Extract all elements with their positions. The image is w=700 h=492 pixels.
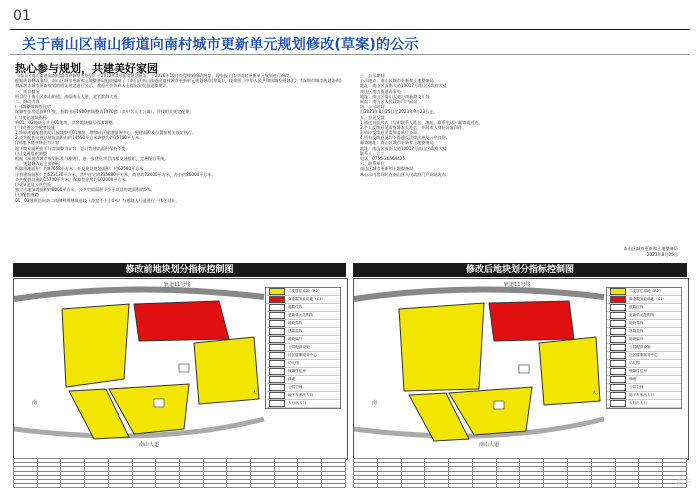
legend-label: 社区健康服务中心 (288, 353, 317, 357)
text-line: (二)优化地块指标 (15, 114, 47, 120)
legend-label: 二类居住用地（R2） (288, 289, 322, 293)
text-line: 五、意见反馈 (360, 114, 385, 120)
parcel-02 (539, 337, 600, 405)
legend-item (266, 376, 340, 384)
legend-label: 道路红线 (629, 305, 644, 309)
text-line: 公示地点：南山区城市更新和土地整备局 (360, 78, 434, 84)
legend-swatch (610, 360, 626, 367)
parcel-01 (62, 304, 129, 387)
notice-title: 关于南山区南山街道向南村城市更新单元规划修改(草案)的公示 (22, 37, 419, 53)
legend-swatch (610, 352, 626, 359)
legend-item (607, 400, 681, 408)
legend-label: 地块界线 (629, 321, 644, 325)
text-line: 1.将原规划配套的幼儿园调整至01地块，增加社区健康服务中心，配建面积及位置按相关规定执行。 (15, 130, 197, 136)
table-cell (156, 484, 180, 488)
text-line: (七)配套道路 (15, 192, 39, 198)
before-map (13, 278, 348, 460)
after-indicator-table (353, 458, 687, 486)
table-cell (14, 484, 38, 488)
table-cell (274, 484, 298, 488)
legend-label: 二类居住用地（R2） (629, 289, 663, 293)
text-line: 二、修改内容 (15, 98, 40, 104)
legend-label: 建筑退线 (288, 329, 303, 333)
legend-label: 绿地 (629, 377, 637, 381)
text-line: 3.单位反馈意见需加盖单位公章。 (360, 130, 422, 136)
signature-org: 南山区城市更新和土地整备局 (623, 246, 678, 251)
legend-swatch (269, 368, 285, 375)
table-cell (544, 484, 568, 488)
legend-label: 社区健康服务中心 (629, 353, 658, 357)
legend-label: 商业服务业用地（C1） (629, 297, 667, 301)
table-cell (298, 484, 322, 488)
text-line: 拆除用地面积：约97658平方米；开发建设用地面积：约62580平方米。 (15, 166, 148, 172)
before-table-grid (13, 458, 346, 488)
table-cell (591, 484, 615, 488)
legend-item (607, 288, 681, 296)
legend-swatch (610, 368, 626, 375)
facility-marker (154, 399, 164, 407)
text-line: 三、规划修改后主要指标 (15, 161, 61, 167)
legend-swatch (269, 360, 285, 367)
text-line: 项目位于南山区南山街道，南临南山大道，北至滨海大道。 (15, 93, 122, 99)
after-map-legend (606, 287, 682, 409)
after-table-grid (353, 458, 687, 488)
legend-label: 地块界线 (288, 321, 303, 325)
signature-date: 2023年8月25日 (646, 252, 678, 257)
text-line: 自2023年8月25日至2023年9月23日止。 (360, 109, 438, 115)
legend-swatch (269, 328, 285, 335)
before-map-legend (265, 287, 341, 409)
text-line: 地址：南山区深南大道10017号南山区政府大楼 (360, 83, 447, 89)
legend-swatch (269, 344, 285, 351)
legend-swatch (610, 376, 626, 383)
legend-item (607, 304, 681, 312)
legend-swatch (269, 392, 285, 399)
table-cell (449, 484, 473, 488)
south-road-label: 南山大道 (139, 442, 160, 448)
south-road-label: 南山大道 (479, 442, 500, 448)
rail-line (14, 289, 264, 299)
text-line: 4.所有反馈意见均不得违反法律法规及公序良俗。 (360, 135, 450, 141)
before-indicator-table (13, 458, 346, 486)
table-cell (132, 484, 156, 488)
text-line: 邮寄地址：南山区城市更新和土地整备局 (360, 140, 434, 146)
text-line: 独立占地绿地面积约8000平方米，公共空间面积不少于项目用地面积的5%。 (15, 187, 155, 193)
legend-item (607, 312, 681, 320)
facility-marker (519, 365, 529, 373)
legend-item (607, 344, 681, 352)
parcel-commercial (134, 301, 229, 341)
legend-swatch (269, 312, 285, 319)
text-line: 《南山区南山街道向南村城市更新单元规划》于2012年4月获得规划批复，于2016年10月获得规划修改批复，现申报主体申请对更新单元规划进行修改。 (15, 73, 294, 78)
rail-label: 轨道11号线 (504, 282, 531, 288)
page-number: 01 (13, 8, 31, 24)
legend-swatch (269, 384, 285, 391)
legend-label: 保障性住房 (629, 369, 647, 373)
legend-item (607, 376, 681, 384)
text-line: 地址：南山区深南大道10017号南山区政府大楼 (360, 145, 447, 151)
text-line: 和深圳市城市更新规划的相关规定进行公示，欢迎社会各界人士提出宝贵意见和建议。 (15, 83, 171, 89)
after-map (353, 278, 689, 460)
text-line: (一)调整保障性住房 (15, 104, 51, 110)
legend-item (266, 384, 340, 392)
facility-marker (494, 401, 504, 409)
table-cell (251, 484, 275, 488)
table-cell (85, 484, 109, 488)
legend-swatch (269, 352, 285, 359)
legend-swatch (610, 336, 626, 343)
table-cell (520, 484, 544, 488)
legend-swatch (610, 320, 626, 327)
legend-swatch (610, 328, 626, 335)
table-cell (425, 484, 449, 488)
text-line: 根据规划修改事项，南山区城市更新和土地整备局组织编制了《南山区南山街道向南村城市更新单元规划修改(草案)》，现按照《中华人民共和国城乡规划法》、《深圳市城市规划条例》 (15, 78, 344, 84)
text-line: 南山区城市更新和土地整备局 (360, 166, 414, 172)
text-line: 地址：南山区南山大道与南新路交汇处 (360, 93, 430, 99)
text-line: (三)完善公共配套设施 (15, 124, 56, 130)
legend-item (607, 384, 681, 392)
text-line: 将01、02地块合并为01地块，其余地块编号依次调整。 (15, 119, 117, 125)
facility-marker (179, 364, 189, 372)
legend-item (266, 400, 340, 408)
legend-label: 公共配套设施 (288, 345, 310, 349)
legend-item (266, 336, 340, 344)
rail-label: 轨道11号线 (164, 282, 191, 288)
legend-item (607, 320, 681, 328)
table-cell (322, 484, 346, 488)
table-cell (472, 484, 496, 488)
table-cell (37, 484, 61, 488)
legend-item (266, 344, 340, 352)
legend-item (607, 336, 681, 344)
text-line: 2.个人反馈意见需签署本人姓名，并附本人身份证复印件。 (360, 124, 467, 130)
left-text-column (15, 73, 345, 243)
legend-label: 人行出入口 (288, 401, 306, 405)
legend-item (266, 360, 340, 368)
legend-item (607, 328, 681, 336)
parcel-01 (399, 303, 484, 391)
table-cell (615, 484, 639, 488)
legend-item (266, 368, 340, 376)
legend-swatch (610, 344, 626, 351)
legend-swatch (269, 296, 285, 303)
legend-label: 更新单元范围线 (288, 313, 314, 317)
table-cell (179, 484, 203, 488)
legend-item (266, 328, 340, 336)
legend-label: 建筑退线 (629, 329, 644, 333)
legend-label: 道路红线 (288, 305, 303, 309)
table-row (354, 484, 687, 488)
table-cell (203, 484, 227, 488)
legend-label: 商业服务业用地（C1） (288, 297, 326, 301)
legend-label: 地块编号 (629, 337, 644, 341)
legend-swatch (610, 296, 626, 303)
west-road-label: 南 (32, 400, 38, 406)
legend-item (266, 352, 340, 360)
slogan: 热心参与规划，共建美好家园 (15, 62, 158, 75)
legend-swatch (269, 304, 285, 311)
text-line: 一、项目概况 (15, 88, 40, 94)
legend-swatch (610, 312, 626, 319)
text-line: 联系人：方工 (360, 150, 385, 156)
title-divider (10, 54, 690, 55)
table-cell (61, 484, 85, 488)
table-cell (108, 484, 132, 488)
table-cell (377, 484, 401, 488)
legend-item (266, 304, 340, 312)
legend-item (266, 288, 340, 296)
legend-label: 幼儿园 (629, 361, 640, 365)
text-line: 网站：南山区人民政府门户网站 (360, 98, 418, 104)
legend-label: 绿地 (288, 377, 296, 381)
text-line: 1.通过书面形式（写明联系人姓名、地址、联系电话）邮寄或送达。 (360, 119, 483, 125)
table-cell (401, 484, 425, 488)
text-line: 六、联系单位 (360, 161, 385, 167)
table-cell (227, 484, 251, 488)
legend-swatch (269, 320, 285, 327)
east-road-label: 大 (592, 390, 598, 396)
legend-item (607, 368, 681, 376)
text-line: 四、公示时间 (360, 104, 385, 110)
legend-label: 公共空间 (629, 385, 644, 389)
text-line: (四)地下商业修正为计容 (15, 140, 60, 146)
text-line: 保障性住房总面积不变，套数由原1900套调整为1970套（其中含人才公寓），并按相关规定配建。 (15, 109, 194, 115)
legend-swatch (269, 400, 285, 407)
legend-label: 地块编号 (288, 337, 303, 341)
legend-swatch (610, 288, 626, 295)
header-divider (10, 29, 690, 30)
legend-label: 公共空间 (288, 385, 303, 389)
legend-item (607, 352, 681, 360)
east-road-label: 大 (252, 390, 258, 396)
text-line: 2.公共配套设施总建筑面积由约14550平方米调整为约15700平方米。 (15, 135, 144, 141)
legend-label: 更新单元范围线 (629, 313, 655, 317)
parcel-commercial (489, 301, 574, 341)
text-line: 南山区南山街道办事处 (360, 88, 401, 94)
text-line: 计容建筑面积：约523130平方米，其中住宅约335880平方米，商业约72000平方米，办公约86000平方米。 (15, 171, 216, 177)
west-road-label: 南 (372, 400, 378, 406)
legend-label: 地下车库出入口 (629, 393, 655, 397)
table-cell (639, 484, 663, 488)
text-line: 01、03地块沿向南二街侧利用建筑退线（净宽不小于4米）与道路人行道进行一体化设计。 (15, 197, 180, 203)
table-cell (496, 484, 520, 488)
right-text-column (360, 73, 690, 243)
text-line: (六)绿化及公共空间 (15, 181, 51, 187)
legend-label: 幼儿园 (288, 361, 299, 365)
text-line: 电话：0755-26564425 (360, 156, 406, 161)
legend-label: 地下车库出入口 (288, 393, 314, 397)
parcel-02 (194, 337, 259, 404)
legend-item (607, 360, 681, 368)
text-line: 本公示内容同时在南山区人民政府门户网站发布。 (360, 171, 451, 177)
rail-line (354, 289, 604, 299)
legend-item (266, 312, 340, 320)
legend-swatch (269, 336, 285, 343)
legend-label: 人行出入口 (629, 401, 647, 405)
watermark: 南方 (676, 478, 692, 487)
legend-swatch (269, 376, 285, 383)
legend-label: 保障性住房 (288, 369, 306, 373)
text-line: 三、公示期间 (360, 73, 385, 78)
table-row (14, 484, 346, 488)
legend-item (266, 296, 340, 304)
before-map-title: 修改前地块划分指标控制图 (13, 263, 346, 277)
table-cell (568, 484, 592, 488)
text-line: (五)交通组织调整 (15, 150, 47, 156)
legend-swatch (610, 400, 626, 407)
legend-swatch (269, 288, 285, 295)
legend-label: 公共配套设施 (629, 345, 651, 349)
legend-swatch (610, 392, 626, 399)
table-cell (354, 484, 378, 488)
legend-item (266, 392, 340, 400)
legend-swatch (610, 384, 626, 391)
legend-item (607, 392, 681, 400)
text-line: 地下商业面积由不计容调整为计容，总计容建筑面积保持不变。 (15, 145, 130, 151)
text-line: 公共配套设施约15700平方米，保障性住房约102000平方米。 (15, 176, 130, 182)
legend-item (266, 320, 340, 328)
after-map-title: 修改后地块划分指标控制图 (353, 263, 687, 277)
text-line: 根据《深圳市城市规划标准与准则》，进一步优化项目内部交通组织，完善慢行系统。 (15, 156, 169, 161)
legend-item (607, 296, 681, 304)
legend-swatch (610, 304, 626, 311)
